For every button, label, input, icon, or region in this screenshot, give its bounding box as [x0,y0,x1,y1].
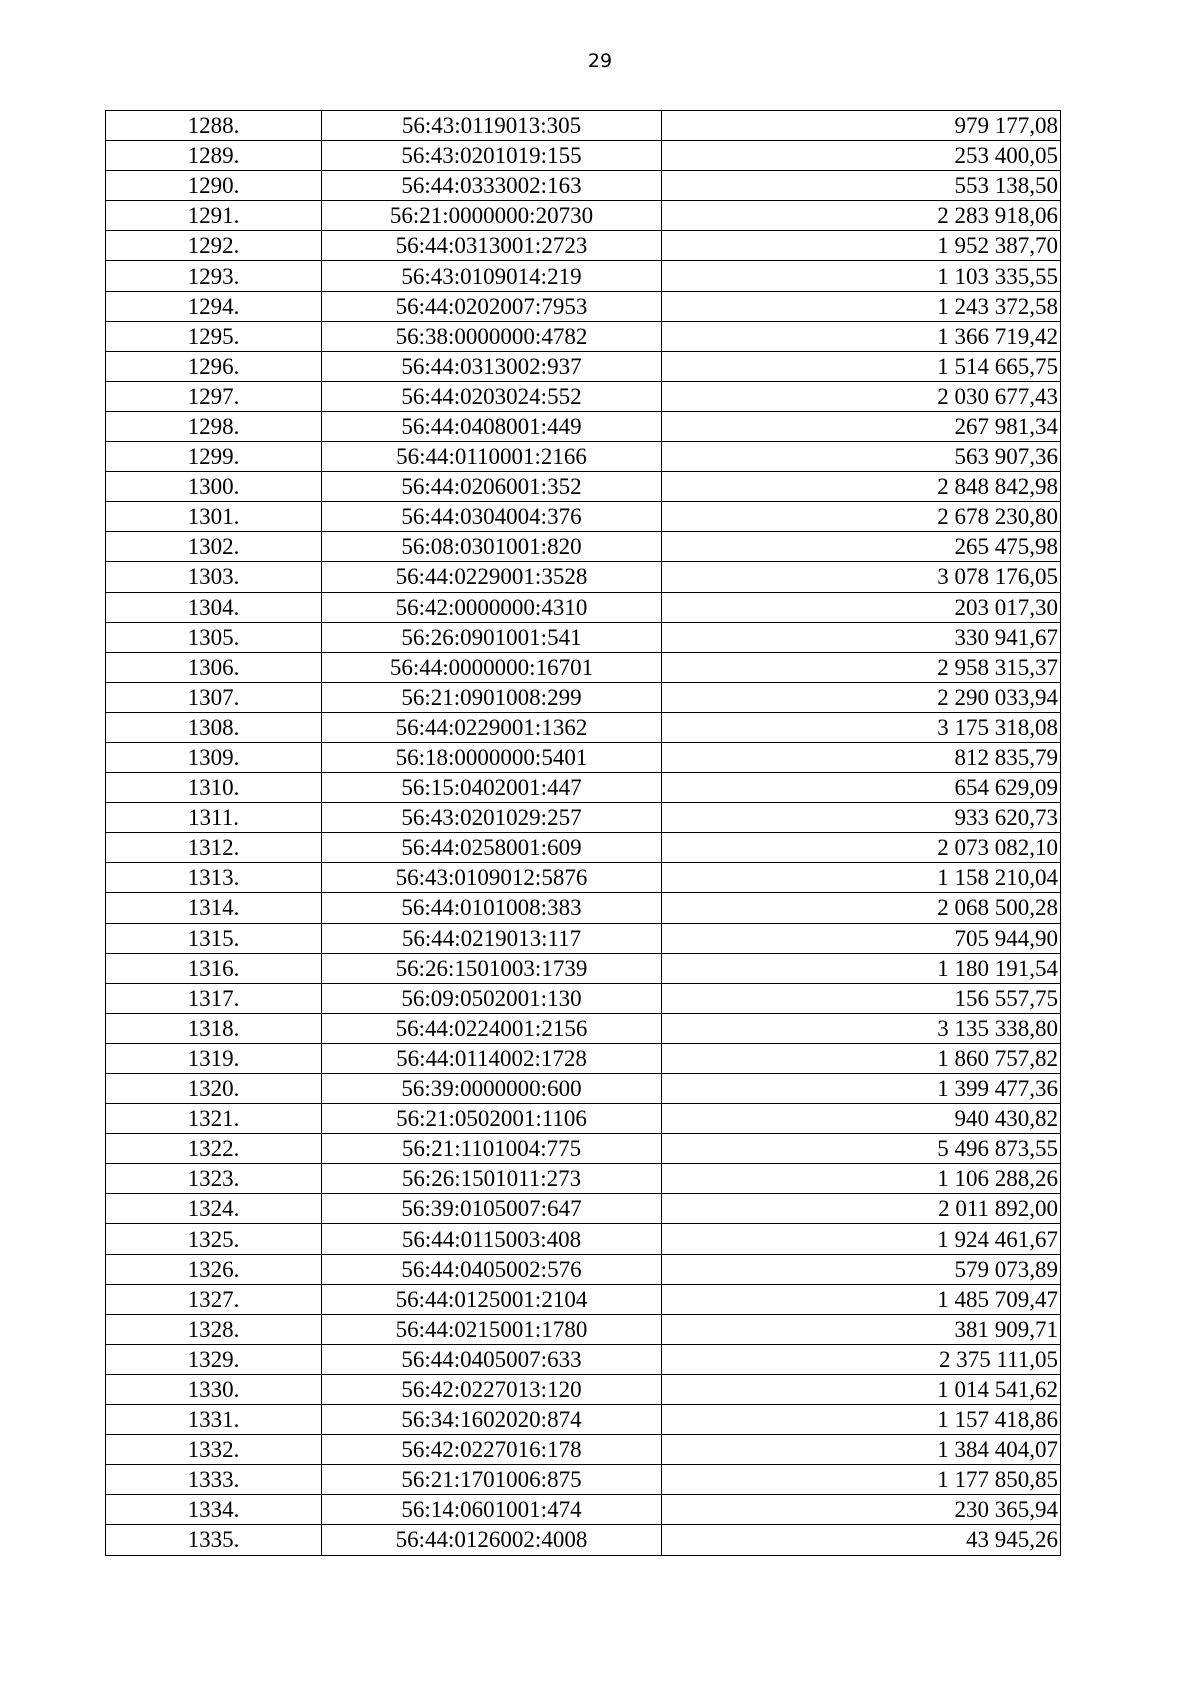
cadastral-number: 56:44:0110001:2166 [322,442,662,472]
table-row [106,1164,1061,1194]
cadastral-number: 56:44:0203024:552 [322,381,662,411]
row-number: 1304. [106,592,322,622]
cadastral-value: 2 678 230,80 [662,502,1061,532]
row-number: 1307. [106,682,322,712]
cadastral-value: 940 430,82 [662,1104,1061,1134]
table-row [106,261,1061,291]
cadastral-number: 56:44:0115003:408 [322,1224,662,1254]
table-row [106,442,1061,472]
row-number: 1320. [106,1074,322,1104]
table-body [106,111,1061,1556]
cadastral-value: 654 629,09 [662,773,1061,803]
cadastral-number: 56:44:0125001:2104 [322,1284,662,1314]
table-row [106,381,1061,411]
cadastral-value: 1 366 719,42 [662,321,1061,351]
cadastral-value: 1 384 404,07 [662,1435,1061,1465]
row-number: 1317. [106,983,322,1013]
cadastral-value: 563 907,36 [662,442,1061,472]
row-number: 1325. [106,1224,322,1254]
table-row [106,833,1061,863]
cadastral-value: 1 952 387,70 [662,231,1061,261]
row-number: 1335. [106,1525,322,1555]
cadastral-value: 2 375 111,05 [662,1344,1061,1374]
table-row [106,411,1061,441]
cadastral-value: 230 365,94 [662,1495,1061,1525]
cadastral-number: 56:21:0901008:299 [322,682,662,712]
table-row [106,351,1061,381]
row-number: 1305. [106,622,322,652]
row-number: 1302. [106,532,322,562]
table-row [106,652,1061,682]
cadastral-number: 56:39:0105007:647 [322,1194,662,1224]
row-number: 1299. [106,442,322,472]
table-row [106,532,1061,562]
row-number: 1291. [106,201,322,231]
table-row [106,141,1061,171]
cadastral-number: 56:44:0405007:633 [322,1344,662,1374]
cadastral-number: 56:44:0219013:117 [322,923,662,953]
cadastral-number: 56:42:0227016:178 [322,1435,662,1465]
cadastral-number: 56:44:0408001:449 [322,411,662,441]
cadastral-number: 56:21:1101004:775 [322,1134,662,1164]
cadastral-number: 56:26:0901001:541 [322,622,662,652]
cadastral-value: 2 011 892,00 [662,1194,1061,1224]
row-number: 1316. [106,953,322,983]
cadastral-number: 56:42:0227013:120 [322,1374,662,1404]
row-number: 1314. [106,893,322,923]
cadastral-value: 5 496 873,55 [662,1134,1061,1164]
row-number: 1301. [106,502,322,532]
cadastral-number: 56:44:0101008:383 [322,893,662,923]
cadastral-value: 812 835,79 [662,742,1061,772]
row-number: 1296. [106,351,322,381]
cadastral-value-table [105,110,1061,1556]
cadastral-value: 979 177,08 [662,111,1061,141]
table-row [106,562,1061,592]
table-row [106,773,1061,803]
table-row [106,863,1061,893]
cadastral-number: 56:42:0000000:4310 [322,592,662,622]
table-row [106,291,1061,321]
table-row [106,502,1061,532]
cadastral-number: 56:08:0301001:820 [322,532,662,562]
cadastral-value: 381 909,71 [662,1314,1061,1344]
table-row [106,111,1061,141]
row-number: 1292. [106,231,322,261]
cadastral-value: 1 103 335,55 [662,261,1061,291]
cadastral-number: 56:44:0258001:609 [322,833,662,863]
cadastral-value: 553 138,50 [662,171,1061,201]
table-row [106,1194,1061,1224]
cadastral-number: 56:43:0109014:219 [322,261,662,291]
cadastral-number: 56:44:0206001:352 [322,472,662,502]
row-number: 1290. [106,171,322,201]
cadastral-number: 56:18:0000000:5401 [322,742,662,772]
cadastral-number: 56:44:0202007:7953 [322,291,662,321]
table-row [106,592,1061,622]
row-number: 1306. [106,652,322,682]
row-number: 1334. [106,1495,322,1525]
row-number: 1322. [106,1134,322,1164]
row-number: 1327. [106,1284,322,1314]
row-number: 1313. [106,863,322,893]
table-row [106,1104,1061,1134]
cadastral-value: 1 485 709,47 [662,1284,1061,1314]
cadastral-value: 156 557,75 [662,983,1061,1013]
cadastral-number: 56:39:0000000:600 [322,1074,662,1104]
row-number: 1326. [106,1254,322,1284]
cadastral-number: 56:44:0000000:16701 [322,652,662,682]
table-row [106,923,1061,953]
cadastral-number: 56:44:0405002:576 [322,1254,662,1284]
row-number: 1330. [106,1374,322,1404]
table-row [106,1405,1061,1435]
table-row [106,1284,1061,1314]
table-row [106,1465,1061,1495]
cadastral-number: 56:43:0119013:305 [322,111,662,141]
row-number: 1293. [106,261,322,291]
table-row [106,953,1061,983]
cadastral-value: 1 860 757,82 [662,1043,1061,1073]
row-number: 1300. [106,472,322,502]
cadastral-value: 43 945,26 [662,1525,1061,1555]
cadastral-value: 1 180 191,54 [662,953,1061,983]
row-number: 1331. [106,1405,322,1435]
cadastral-value: 1 514 665,75 [662,351,1061,381]
row-number: 1297. [106,381,322,411]
row-number: 1324. [106,1194,322,1224]
row-number: 1318. [106,1013,322,1043]
cadastral-value: 1 106 288,26 [662,1164,1061,1194]
table-row [106,1525,1061,1555]
row-number: 1312. [106,833,322,863]
table-row [106,1495,1061,1525]
table-row [106,742,1061,772]
cadastral-value: 579 073,89 [662,1254,1061,1284]
cadastral-number: 56:44:0224001:2156 [322,1013,662,1043]
table-row [106,231,1061,261]
cadastral-value: 2 073 082,10 [662,833,1061,863]
cadastral-value: 705 944,90 [662,923,1061,953]
row-number: 1295. [106,321,322,351]
cadastral-value: 2 068 500,28 [662,893,1061,923]
cadastral-number: 56:21:0502001:1106 [322,1104,662,1134]
table-row [106,983,1061,1013]
cadastral-number: 56:09:0502001:130 [322,983,662,1013]
cadastral-value: 933 620,73 [662,803,1061,833]
row-number: 1329. [106,1344,322,1374]
cadastral-number: 56:44:0126002:4008 [322,1525,662,1555]
cadastral-value: 253 400,05 [662,141,1061,171]
table-row [106,1013,1061,1043]
cadastral-number: 56:44:0229001:1362 [322,712,662,742]
cadastral-value: 1 158 210,04 [662,863,1061,893]
cadastral-value: 2 958 315,37 [662,652,1061,682]
cadastral-value: 1 924 461,67 [662,1224,1061,1254]
cadastral-number: 56:43:0109012:5876 [322,863,662,893]
cadastral-value: 1 243 372,58 [662,291,1061,321]
cadastral-value: 203 017,30 [662,592,1061,622]
table-row [106,201,1061,231]
table-row [106,171,1061,201]
row-number: 1289. [106,141,322,171]
row-number: 1294. [106,291,322,321]
table-row [106,1435,1061,1465]
row-number: 1332. [106,1435,322,1465]
table-row [106,893,1061,923]
table-row [106,1374,1061,1404]
cadastral-number: 56:15:0402001:447 [322,773,662,803]
cadastral-number: 56:14:0601001:474 [322,1495,662,1525]
table-row [106,1134,1061,1164]
row-number: 1319. [106,1043,322,1073]
row-number: 1310. [106,773,322,803]
row-number: 1298. [106,411,322,441]
cadastral-value: 2 848 842,98 [662,472,1061,502]
cadastral-value: 2 283 918,06 [662,201,1061,231]
table-row [106,803,1061,833]
cadastral-number: 56:44:0229001:3528 [322,562,662,592]
cadastral-number: 56:44:0333002:163 [322,171,662,201]
cadastral-number: 56:44:0313001:2723 [322,231,662,261]
table-row [106,1043,1061,1073]
table-row [106,472,1061,502]
table-row [106,622,1061,652]
cadastral-number: 56:26:1501003:1739 [322,953,662,983]
cadastral-number: 56:38:0000000:4782 [322,321,662,351]
page-number: 29 [587,50,613,72]
cadastral-value: 3 078 176,05 [662,562,1061,592]
cadastral-value: 330 941,67 [662,622,1061,652]
table-row [106,1074,1061,1104]
cadastral-number: 56:34:1602020:874 [322,1405,662,1435]
cadastral-value: 1 177 850,85 [662,1465,1061,1495]
cadastral-value: 2 030 677,43 [662,381,1061,411]
cadastral-number: 56:44:0114002:1728 [322,1043,662,1073]
cadastral-value: 265 475,98 [662,532,1061,562]
table-row [106,682,1061,712]
row-number: 1333. [106,1465,322,1495]
cadastral-number: 56:44:0304004:376 [322,502,662,532]
row-number: 1311. [106,803,322,833]
row-number: 1315. [106,923,322,953]
cadastral-value: 2 290 033,94 [662,682,1061,712]
cadastral-value: 3 175 318,08 [662,712,1061,742]
cadastral-number: 56:21:1701006:875 [322,1465,662,1495]
row-number: 1308. [106,712,322,742]
row-number: 1288. [106,111,322,141]
row-number: 1328. [106,1314,322,1344]
cadastral-number: 56:44:0215001:1780 [322,1314,662,1344]
cadastral-number: 56:44:0313002:937 [322,351,662,381]
cadastral-number: 56:26:1501011:273 [322,1164,662,1194]
table-row [106,321,1061,351]
table-row [106,1344,1061,1374]
cadastral-value: 1 157 418,86 [662,1405,1061,1435]
row-number: 1309. [106,742,322,772]
cadastral-value: 1 399 477,36 [662,1074,1061,1104]
table-row [106,1254,1061,1284]
row-number: 1321. [106,1104,322,1134]
table-row [106,1314,1061,1344]
cadastral-number: 56:43:0201029:257 [322,803,662,833]
cadastral-value: 3 135 338,80 [662,1013,1061,1043]
row-number: 1323. [106,1164,322,1194]
row-number: 1303. [106,562,322,592]
table-row [106,712,1061,742]
cadastral-value: 267 981,34 [662,411,1061,441]
cadastral-number: 56:21:0000000:20730 [322,201,662,231]
cadastral-number: 56:43:0201019:155 [322,141,662,171]
table-row [106,1224,1061,1254]
cadastral-value: 1 014 541,62 [662,1374,1061,1404]
